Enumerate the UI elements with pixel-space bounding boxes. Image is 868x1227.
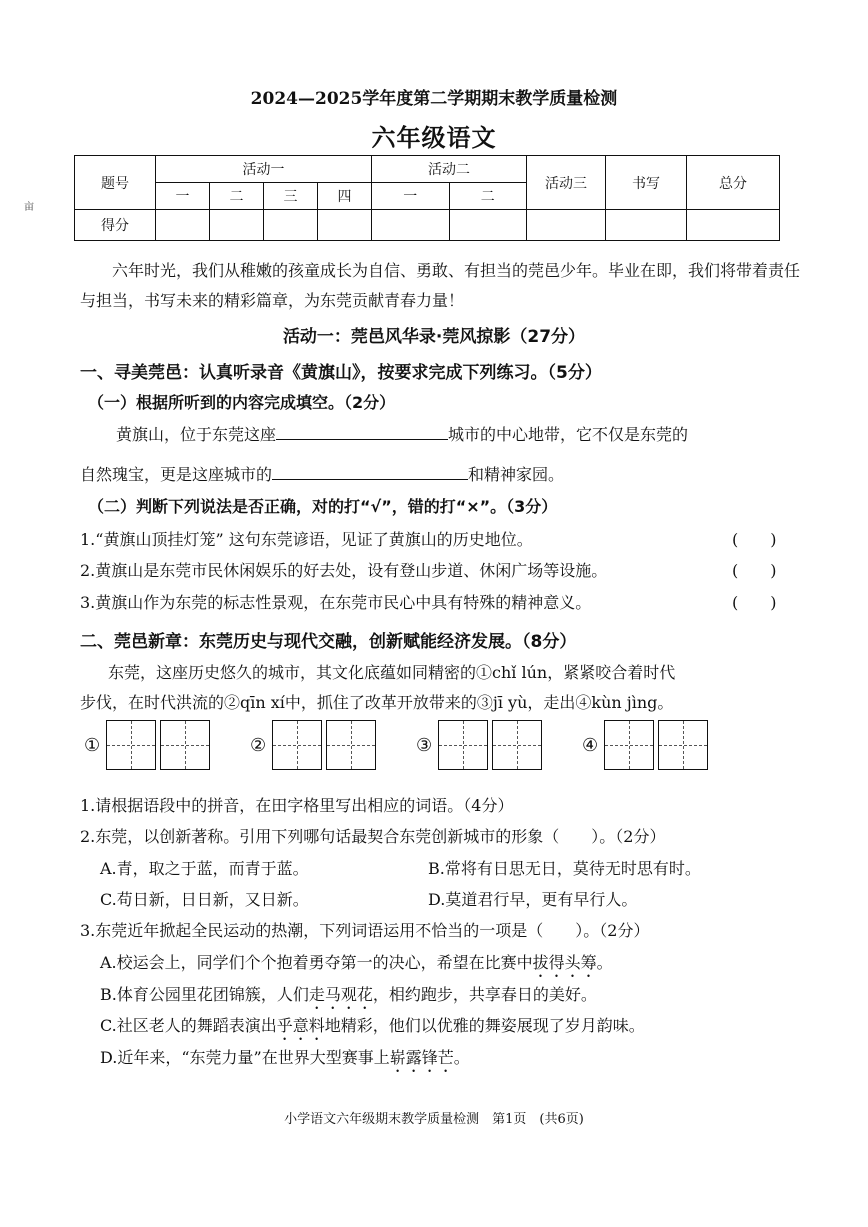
score-subcol: 三 bbox=[264, 183, 318, 210]
tian-grid-box[interactable] bbox=[438, 720, 488, 770]
margin-mark: 亩 bbox=[24, 202, 34, 213]
score-cell[interactable] bbox=[156, 210, 210, 241]
score-col-activity3: 活动三 bbox=[527, 156, 606, 210]
q2-option-a[interactable]: A.青，取之于蓝，而青于蓝。 bbox=[100, 859, 309, 878]
exam-subtitle: 六年级语文 bbox=[371, 123, 497, 152]
question-2: 2.东莞，以创新著称。引用下列哪句话最契合东莞创新城市的形象（ ）。（2分） bbox=[80, 827, 666, 846]
grid-number: ③ bbox=[416, 734, 433, 756]
option-text: 地精彩，他们以优雅的舞姿展现了岁月韵味。 bbox=[324, 1016, 645, 1035]
section1-heading: 一、寻美莞邑：认真听录音《黄旗山》，按要求完成下列练习。（5分） bbox=[80, 363, 602, 383]
grid-group-3 bbox=[416, 720, 546, 770]
option-text: D.近年来，“东莞力量”在世界大型赛事上 bbox=[100, 1048, 390, 1067]
score-cell[interactable] bbox=[318, 210, 372, 241]
fill-line-1 bbox=[116, 422, 688, 445]
score-cell[interactable] bbox=[210, 210, 264, 241]
option-text: 。 bbox=[453, 1048, 470, 1067]
q3-option-a[interactable] bbox=[100, 950, 613, 981]
score-group-activity1: 活动一 bbox=[156, 156, 372, 183]
judge-item: 2.黄旗山是东莞市民休闲娱乐的好去处，设有登山步道、休闲广场等设施。 bbox=[80, 561, 608, 580]
score-cell[interactable] bbox=[606, 210, 687, 241]
score-subcol: 一 bbox=[156, 183, 210, 210]
answer-paren[interactable]: ( ) bbox=[732, 561, 777, 580]
score-cell[interactable] bbox=[372, 210, 449, 241]
grid-group-4 bbox=[582, 720, 712, 770]
q2-option-c[interactable]: C.苟日新，日日新，又日新。 bbox=[100, 890, 309, 909]
score-cell[interactable] bbox=[449, 210, 527, 241]
section2-heading: 二、莞邑新章：东莞历史与现代交融，创新赋能经济发展。（8分） bbox=[80, 632, 577, 652]
section1-part2-heading: （二）判断下列说法是否正确，对的打“√”，错的打“×”。（3分） bbox=[88, 497, 558, 516]
option-text: C.社区老人的舞蹈表演出 bbox=[100, 1016, 277, 1035]
activity1-title: 活动一：莞邑风华录·莞风掠影（27分） bbox=[282, 327, 586, 347]
fill-blank[interactable] bbox=[272, 463, 468, 480]
fill-text: 和精神家园。 bbox=[468, 465, 565, 484]
option-text: A.校运会上，同学们个个抱着勇夺第一的决心，希望在比赛中 bbox=[100, 953, 533, 972]
q2-option-b[interactable]: B.常将有日思无日，莫待无时思有时。 bbox=[428, 859, 701, 878]
score-table bbox=[74, 155, 780, 241]
passage-line-1: 东莞，这座历史悠久的城市，其文化底蕴如同精密的①chǐ lún，紧紧咬合着时代 bbox=[108, 663, 676, 682]
intro-paragraph: 六年时光，我们从稚嫩的孩童成长为自信、勇敢、有担当的莞邑少年。毕业在即，我们将带着责任与担当，书写未来的精彩篇章，为东莞贡献青春力量！ bbox=[80, 261, 801, 310]
tian-grid-box[interactable] bbox=[326, 720, 376, 770]
answer-paren[interactable]: ( ) bbox=[732, 530, 777, 549]
score-row-label-number: 题号 bbox=[75, 156, 156, 210]
score-group-activity2: 活动二 bbox=[372, 156, 527, 183]
option-text: ，相约跑步，共享春日的美好。 bbox=[372, 985, 597, 1004]
q3-option-d[interactable] bbox=[100, 1045, 470, 1076]
emphasized-word: 乎意料 bbox=[276, 1016, 325, 1035]
judge-item: 1.“黄旗山顶挂灯笼” 这句东莞谚语，见证了黄旗山的历史地位。 bbox=[80, 530, 533, 549]
tian-grid-box[interactable] bbox=[106, 720, 156, 770]
question-3: 3.东莞近年掀起全民运动的热潮，下列词语运用不恰当的一项是（ ）。（2分） bbox=[80, 921, 650, 940]
fill-line-2 bbox=[80, 462, 564, 485]
tian-grid-box[interactable] bbox=[658, 720, 708, 770]
q3-option-b[interactable] bbox=[100, 982, 597, 1013]
exam-title: 2024—2025学年度第二学期期末教学质量检测 bbox=[250, 89, 618, 109]
fill-text: 城市的中心地带，它不仅是东莞的 bbox=[448, 425, 689, 444]
fill-blank[interactable] bbox=[276, 423, 448, 440]
tian-grid-box[interactable] bbox=[272, 720, 322, 770]
judge-item: 3.黄旗山作为东莞的标志性景观，在东莞市民心中具有特殊的精神意义。 bbox=[80, 593, 592, 612]
score-col-total: 总分 bbox=[687, 156, 780, 210]
grid-number: ④ bbox=[582, 734, 599, 756]
score-row-label-score: 得分 bbox=[75, 210, 156, 241]
score-subcol: 二 bbox=[449, 183, 527, 210]
passage-line-2: 步伐，在时代洪流的②qīn xí中，抓住了改革开放带来的③jī yù，走出④kùn jìng。 bbox=[80, 693, 674, 712]
grid-number: ② bbox=[250, 734, 267, 756]
grid-number: ① bbox=[84, 734, 101, 756]
emphasized-word: 拔得头筹 bbox=[532, 953, 597, 972]
fill-text: 黄旗山，位于东莞这座 bbox=[116, 425, 277, 444]
q2-option-d[interactable]: D.莫道君行早，更有早行人。 bbox=[428, 890, 638, 909]
option-text: 。 bbox=[596, 953, 613, 972]
question-1: 1.请根据语段中的拼音，在田字格里写出相应的词语。（4分） bbox=[80, 796, 514, 815]
score-subcol: 一 bbox=[372, 183, 449, 210]
score-col-writing: 书写 bbox=[606, 156, 687, 210]
score-subcol: 四 bbox=[318, 183, 372, 210]
emphasized-word: 崭露锋芒 bbox=[389, 1048, 454, 1067]
fill-text: 自然瑰宝，更是这座城市的 bbox=[80, 465, 273, 484]
tian-grid-box[interactable] bbox=[160, 720, 210, 770]
tian-grid-box[interactable] bbox=[492, 720, 542, 770]
tian-grid-box[interactable] bbox=[604, 720, 654, 770]
page-footer: 小学语文六年级期末教学质量检测 第1页 (共6页) bbox=[284, 1112, 584, 1127]
q3-option-c[interactable] bbox=[100, 1013, 645, 1044]
answer-paren[interactable]: ( ) bbox=[732, 593, 777, 612]
section1-part1-heading: （一）根据所听到的内容完成填空。（2分） bbox=[88, 393, 396, 412]
score-cell[interactable] bbox=[527, 210, 606, 241]
grid-group-2 bbox=[250, 720, 380, 770]
grid-group-1 bbox=[84, 720, 214, 770]
score-cell[interactable] bbox=[264, 210, 318, 241]
option-text: B.体育公园里花团锦簇，人们 bbox=[100, 985, 309, 1004]
emphasized-word: 走马观花 bbox=[308, 985, 373, 1004]
score-subcol: 二 bbox=[210, 183, 264, 210]
score-cell[interactable] bbox=[687, 210, 780, 241]
